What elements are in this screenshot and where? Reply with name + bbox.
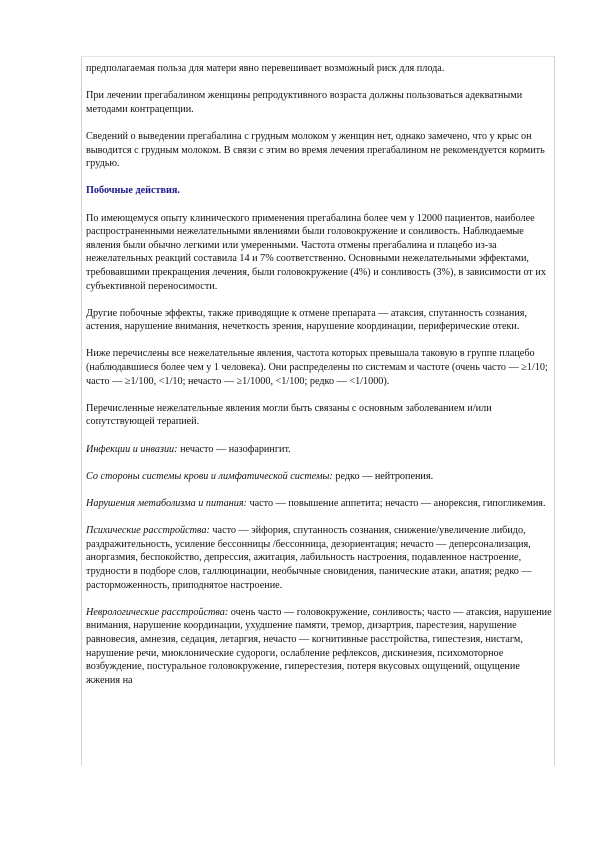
- category-label: Нарушения метаболизма и питания:: [86, 498, 247, 509]
- category-text: часто — эйфория, спутанность сознания, снижение/увеличение либидо, раздражительность, усиление бессонницы /бессонница, дезориентация; нечасто — деперсонализация, аноргазмия, беспокойство, депрессия, ажитация, лабильность настроения, подавленное настроение, трудности в подборе слов, галлюцинации, необычные сновидения, панические атаки, апатия; редко — расторможенность, приподнятое настроение.: [86, 525, 532, 591]
- paragraph-text: Сведений о выведении прегабалина с грудным молоком у женщин нет, однако замечено, что у крыс он выводится с грудным молоком. В связи с этим во время лечения прегабалином не рекомендуется кормить грудью.: [86, 130, 545, 170]
- category-blood: [86, 470, 552, 484]
- category-text: очень часто — головокружение, сонливость; часто — атаксия, нарушение внимания, нарушение координации, ухудшение памяти, тремор, дизартрия, парестезия, нарушение равновесия, амнезия, седация, летаргия, нечасто — когнитивные расстройства, гипестезия, нистагм, нарушение речи, миоклонические судороги, ослабление рефлексов, дискинезия, психомоторное возбуждение, постуральное головокружение, гиперестезия, потеря вкусовых ощущений, ощущение жжения на: [86, 606, 552, 686]
- category-label: Неврологические расстройства:: [86, 606, 229, 618]
- category-text: редко — нейтропения.: [332, 470, 434, 482]
- paragraph-clinical-experience: [86, 212, 552, 294]
- category-text: нечасто — назофарингит.: [177, 443, 291, 455]
- category-metabolism: [86, 497, 552, 511]
- category-infections: [86, 443, 552, 457]
- section-heading-side-effects: [86, 184, 552, 198]
- paragraph-contraception: [86, 89, 552, 116]
- paragraph-text: Ниже перечислены все нежелательные явления, частота которых превышала таковую в группе плацебо (наблюдавшиеся более чем у 1 человека). Они распределены по системам и частоте (очень часто — ≥1/10; часто — ≥1/100, <1/10; нечасто — ≥1/1000, <1/100; редко — <1/1000).: [86, 348, 548, 387]
- category-label: Со стороны системы крови и лимфатической системы:: [86, 470, 333, 482]
- category-text: часто — повышение аппетита; нечасто — анорексия, гипогликемия.: [246, 498, 546, 509]
- document-frame: [81, 56, 555, 766]
- paragraph-text: По имеющемуся опыту клинического применения прегабалина более чем у 12000 пациентов, наиболее распространенными нежелательными явлениями были головокружение и сонливость. Наблюдаемые явления были обычно легкими или умеренными. Частота отмены прегабалина и плацебо из-за нежелательных реакций составила 14 и 7% соответственно. Основными нежелательными эффектами, требовавшими прекращения лечения, были головокружение (4%) и сонливость (3%), в зависимости от их субъективной переносимости.: [86, 212, 546, 292]
- paragraph-lactation: [86, 130, 552, 171]
- paragraph-benefit-risk: [86, 62, 552, 76]
- document-body: [86, 62, 552, 701]
- paragraph-text: Перечисленные нежелательные явления могли быть связаны с основным заболеванием и/или сопутствующей терапией.: [86, 402, 492, 428]
- paragraph-other-effects: [86, 307, 552, 334]
- paragraph-frequency-legend: [86, 347, 552, 388]
- paragraph-text: При лечении прегабалином женщины репродуктивного возраста должны пользоваться адекватными методами контрацепции.: [86, 90, 523, 115]
- paragraph-concomitant: [86, 402, 552, 429]
- category-label: Психические расстройства:: [86, 525, 210, 537]
- category-neurological: [86, 606, 552, 688]
- category-label: Инфекции и инвазии:: [86, 443, 178, 455]
- category-psychiatric: [86, 524, 552, 592]
- paragraph-text: предполагаемая польза для матери явно перевешивает возможный риск для плода.: [86, 63, 445, 74]
- paragraph-text: Другие побочные эффекты, также приводящие к отмене препарата — атаксия, спутанность сознания, астения, нарушение внимания, нечеткость зрения, нарушение координации, периферические отеки.: [86, 307, 528, 333]
- heading-text: Побочные действия.: [86, 185, 180, 197]
